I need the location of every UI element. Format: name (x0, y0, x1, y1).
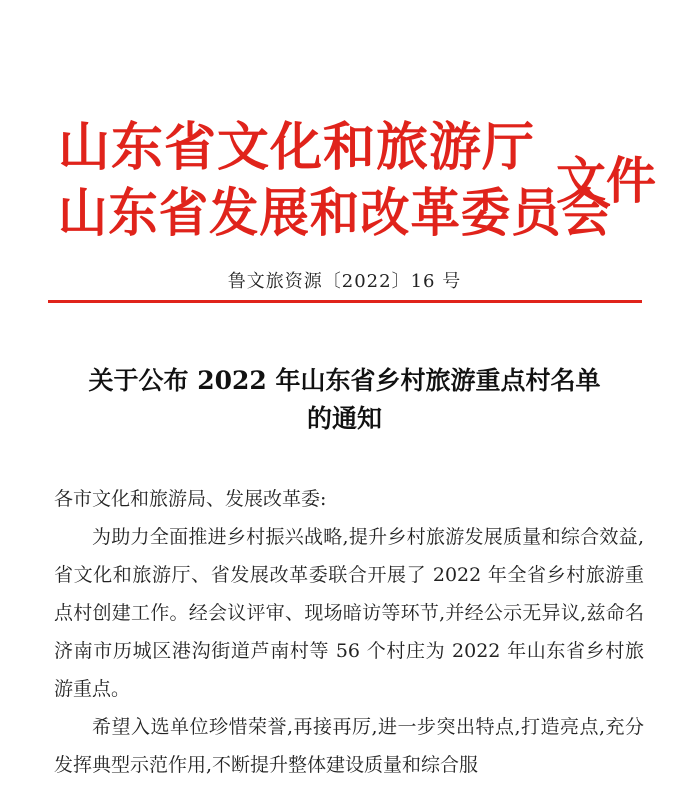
paragraph-1: 为助力全面推进乡村振兴战略,提升乡村旅游发展质量和综合效益,省文化和旅游厅、省发展改革委联合开展了 2022 年全省乡村旅游重点村创建工作。经会议评审、现场暗访等环节,并经公示无异议,兹命名济南市历城区港沟街道芦南村等 56 个村庄为 2022 年山东省乡村旅游重点。 (54, 526, 644, 700)
header-red-rule (48, 300, 642, 303)
document-header (0, 0, 689, 300)
document-number: 鲁文旅资源〔2022〕16 号 (227, 271, 462, 292)
issuer-line-2: 山东省发展和改革委员会 (58, 183, 612, 244)
issuer-line-1: 山东省文化和旅游厅 (58, 117, 536, 178)
title-line-2: 的通知 (306, 404, 382, 433)
title-line-1: 关于公布 2022 年山东省乡村旅游重点村名单 (88, 366, 601, 395)
document-title (0, 362, 689, 438)
document-body (54, 480, 644, 784)
paragraph-2: 希望入选单位珍惜荣誉,再接再厉,进一步突出特点,打造亮点,充分发挥典型示范作用,不断提升整体建设质量和综合服 (54, 716, 644, 776)
addressee: 各市文化和旅游局、发展改革委: (54, 488, 327, 510)
document-type-label: 文件 (556, 151, 656, 210)
